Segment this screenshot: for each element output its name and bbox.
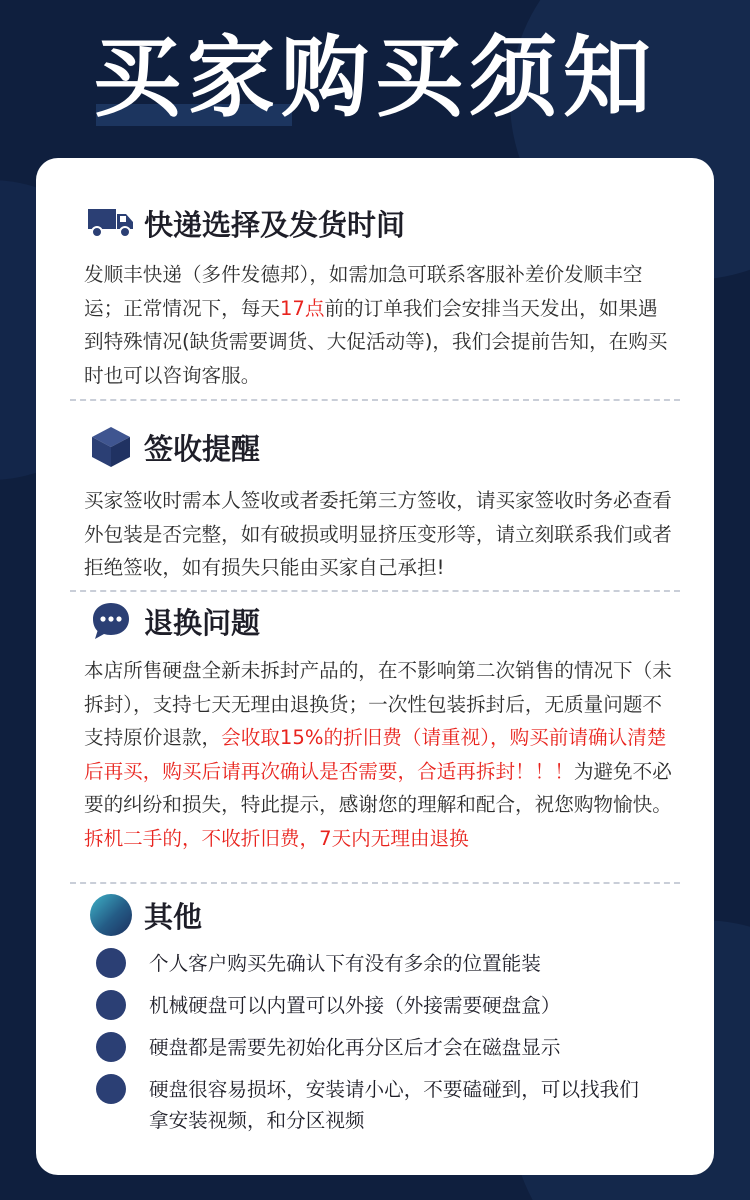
chat-bubble-icon [88,598,134,644]
other-tips-list [96,948,656,1147]
section-heading: 快递选择及发货时间 [144,207,406,242]
delivery-truck-icon [88,200,134,246]
used-item-return-note: 拆机二手的，不收折旧费，7天内无理由退换 [84,826,469,850]
section-header-signing [88,422,260,472]
section-header-returns [88,596,260,646]
page-title: 买家购买须知 [92,26,657,129]
list-item: 硬盘都是需要先初始化再分区后才会在磁盘显示 [96,1032,656,1063]
notice-card [36,158,714,1175]
returns-text: 本店所售硬盘全新未拆封产品的，在不影响第二次销售的情况下（未拆封），支持七天无理由退换货；一次性包装拆封后，无质量问题不支持原价退款，会收取15%的折旧费（请重视），购买前请确认清楚后再买，购买后请再次确认是否需要，合适再拆封！！！为避免不必要的纠纷和损失，特此提示，感谢您的理解和配合，祝您购物愉快。 拆机二手的，不收折旧费，7天内无理由退换 [84,659,672,850]
gradient-circle-icon [88,892,134,938]
bullet-dot-icon [96,1032,126,1062]
bullet-dot-icon [96,990,126,1020]
section-heading: 签收提醒 [144,431,261,466]
section-divider [70,882,680,884]
section-header-shipping [88,198,405,248]
section-heading: 其他 [144,899,203,934]
bullet-dot-icon [96,1074,126,1104]
signing-text: 买家签收时需本人签收或者委托第三方签收，请买家签收时务必查看外包装是否完整，如有破损或明显挤压变形等，请立刻联系我们或者拒绝签收，如有损失只能由买家自己承担! [84,489,672,579]
shipping-text: 发顺丰快递（多件发德邦），如需加急可联系客服补差价发顺丰空运；正常情况下，每天17点前的订单我们会安排当天发出，如果遇到特殊情况(缺货需要调货、大促活动等)，我们会提前告知，在购买时也可以咨询客服。 [84,263,668,387]
list-item: 个人客户购买先确认下有没有多余的位置能装 [96,948,656,979]
bullet-dot-icon [96,948,126,978]
section-header-other [88,890,202,940]
list-item: 硬盘很容易损坏，安装请小心，不要磕碰到，可以找我们拿安装视频，和分区视频 [96,1074,656,1136]
section-divider [70,590,680,592]
package-box-icon [88,424,134,470]
list-item: 机械硬盘可以内置可以外接（外接需要硬盘盒） [96,990,656,1021]
depreciation-warning: 会收取15%的折旧费（请重视），购买前请确认清楚后再买，购买后请再次确认是否需要，合适再拆封！！！ [84,726,667,783]
section-divider [70,399,680,401]
cutoff-time-highlight: 17点 [279,296,325,320]
section-heading: 退换问题 [144,605,261,640]
